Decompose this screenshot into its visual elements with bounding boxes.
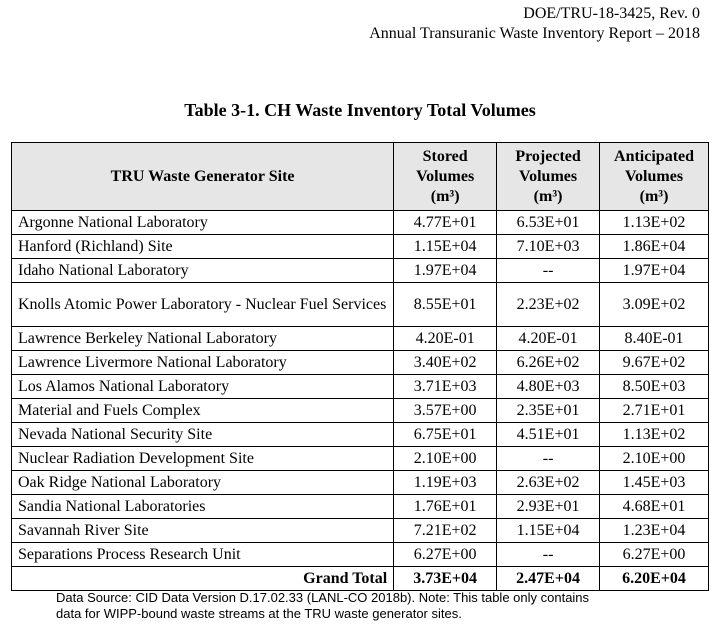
table-row: [12, 423, 709, 447]
document-id: DOE/TRU-18-3425, Rev. 0: [523, 5, 700, 22]
anticipated-volume-cell: 1.97E+04: [600, 259, 709, 283]
anticipated-volume-cell: 1.45E+03: [600, 471, 709, 495]
stored-volume-cell: 1.76E+01: [394, 495, 497, 519]
anticipated-volume-cell: 9.67E+02: [600, 351, 709, 375]
column-header-site: [12, 143, 394, 211]
site-cell: Sandia National Laboratories: [12, 495, 394, 519]
projected-volume-cell: 4.80E+03: [497, 375, 600, 399]
table-row: [12, 211, 709, 235]
anticipated-volume-cell: 8.50E+03: [600, 375, 709, 399]
anticipated-volume-cell: 1.23E+04: [600, 519, 709, 543]
site-cell: Oak Ridge National Laboratory: [12, 471, 394, 495]
column-header-line1: Projected: [515, 147, 581, 165]
note-line: Data Source: CID Data Version D.17.02.33 (LANL-CO 2018b). Note: This table only contains: [56, 590, 590, 605]
projected-volume-cell: 2.23E+02: [497, 283, 600, 327]
grand-total-row: [12, 567, 709, 591]
table-row: [12, 519, 709, 543]
table-row: [12, 327, 709, 351]
site-cell: Material and Fuels Complex: [12, 399, 394, 423]
projected-volume-cell: 2.63E+02: [497, 471, 600, 495]
site-cell: Idaho National Laboratory: [12, 259, 394, 283]
table-row: [12, 259, 709, 283]
projected-volume-cell: --: [497, 447, 600, 471]
table-row: [12, 375, 709, 399]
site-cell: Lawrence Berkeley National Laboratory: [12, 327, 394, 351]
grand-total-stored: 3.73E+04: [394, 567, 497, 591]
projected-volume-cell: 6.26E+02: [497, 351, 600, 375]
column-header-unit: (m³): [639, 187, 669, 205]
anticipated-volume-cell: 6.27E+00: [600, 543, 709, 567]
stored-volume-cell: 2.10E+00: [394, 447, 497, 471]
projected-volume-cell: 6.53E+01: [497, 211, 600, 235]
column-header-projected: [497, 143, 600, 211]
anticipated-volume-cell: 8.40E-01: [600, 327, 709, 351]
grand-total-anticipated: 6.20E+04: [600, 567, 709, 591]
stored-volume-cell: 4.20E-01: [394, 327, 497, 351]
table-row: [12, 495, 709, 519]
table-row: [12, 283, 709, 327]
site-cell: Savannah River Site: [12, 519, 394, 543]
table-row: [12, 471, 709, 495]
table-row: [12, 235, 709, 259]
column-header-unit: (m³): [533, 187, 563, 205]
projected-volume-cell: 2.35E+01: [497, 399, 600, 423]
anticipated-volume-cell: 2.71E+01: [600, 399, 709, 423]
projected-volume-cell: 4.51E+01: [497, 423, 600, 447]
stored-volume-cell: 8.55E+01: [394, 283, 497, 327]
stored-volume-cell: 3.40E+02: [394, 351, 497, 375]
anticipated-volume-cell: 4.68E+01: [600, 495, 709, 519]
stored-volume-cell: 1.19E+03: [394, 471, 497, 495]
table-row: [12, 351, 709, 375]
stored-volume-cell: 4.77E+01: [394, 211, 497, 235]
column-header-line1: Stored: [422, 147, 468, 165]
stored-volume-cell: 6.27E+00: [394, 543, 497, 567]
anticipated-volume-cell: 2.10E+00: [600, 447, 709, 471]
anticipated-volume-cell: 1.13E+02: [600, 211, 709, 235]
table-row: [12, 447, 709, 471]
anticipated-volume-cell: 3.09E+02: [600, 283, 709, 327]
stored-volume-cell: 1.97E+04: [394, 259, 497, 283]
stored-volume-cell: 1.15E+04: [394, 235, 497, 259]
site-cell: Separations Process Research Unit: [12, 543, 394, 567]
site-cell: Los Alamos National Laboratory: [12, 375, 394, 399]
projected-volume-cell: 1.15E+04: [497, 519, 600, 543]
projected-volume-cell: 4.20E-01: [497, 327, 600, 351]
site-cell: Nuclear Radiation Development Site: [12, 447, 394, 471]
stored-volume-cell: 7.21E+02: [394, 519, 497, 543]
column-header-line1: Anticipated: [614, 147, 695, 165]
site-cell: Knolls Atomic Power Laboratory - Nuclear Fuel Services: [12, 283, 394, 327]
site-cell: Argonne National Laboratory: [12, 211, 394, 235]
column-header-line2: Volumes: [519, 167, 578, 185]
projected-volume-cell: 2.93E+01: [497, 495, 600, 519]
grand-total-projected: 2.47E+04: [497, 567, 600, 591]
column-header-anticipated: [600, 143, 709, 211]
projected-volume-cell: 7.10E+03: [497, 235, 600, 259]
stored-volume-cell: 6.75E+01: [394, 423, 497, 447]
table-row: [12, 399, 709, 423]
site-cell: Lawrence Livermore National Laboratory: [12, 351, 394, 375]
waste-inventory-table: [11, 142, 709, 591]
column-header-stored: [394, 143, 497, 211]
table-header-row: [12, 143, 709, 211]
column-header-label: TRU Waste Generator Site: [110, 167, 295, 185]
anticipated-volume-cell: 1.86E+04: [600, 235, 709, 259]
report-title: Annual Transuranic Waste Inventory Report – 2018: [369, 25, 700, 42]
grand-total-label: Grand Total: [12, 567, 394, 591]
projected-volume-cell: --: [497, 259, 600, 283]
table-title: Table 3-1. CH Waste Inventory Total Volumes: [184, 100, 536, 120]
stored-volume-cell: 3.57E+00: [394, 399, 497, 423]
projected-volume-cell: --: [497, 543, 600, 567]
column-header-line2: Volumes: [624, 167, 684, 185]
table-row: [12, 543, 709, 567]
site-cell: Nevada National Security Site: [12, 423, 394, 447]
anticipated-volume-cell: 1.13E+02: [600, 423, 709, 447]
data-source-note: [56, 590, 589, 622]
stored-volume-cell: 3.71E+03: [394, 375, 497, 399]
column-header-unit: (m³): [430, 187, 460, 205]
column-header-line2: Volumes: [416, 167, 475, 185]
site-cell: Hanford (Richland) Site: [12, 235, 394, 259]
note-line: data for WIPP-bound waste streams at the TRU waste generator sites.: [56, 606, 462, 621]
